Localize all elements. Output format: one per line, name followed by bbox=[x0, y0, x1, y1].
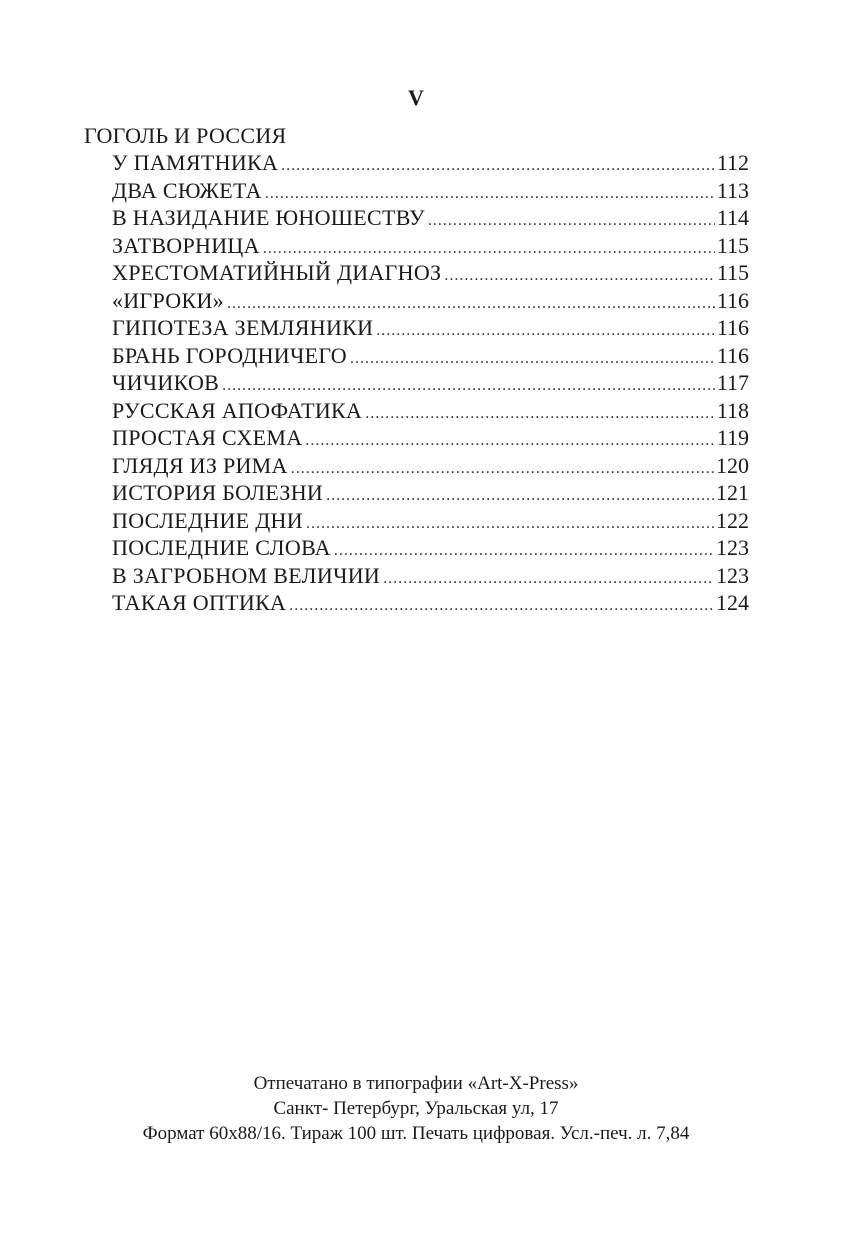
toc-entry-title: ТАКАЯ ОПТИКА bbox=[112, 590, 287, 615]
toc-dot-leader bbox=[291, 455, 714, 480]
toc-entry-page: 123 bbox=[716, 562, 749, 588]
toc-entry-title: ЧИЧИКОВ bbox=[112, 370, 220, 395]
toc-entry-page: 117 bbox=[716, 370, 749, 395]
toc-entry-page: 122 bbox=[716, 507, 749, 533]
imprint-address: Санкт- Петербург, Уральская ул, 17 bbox=[273, 1098, 559, 1119]
toc-entry-title: ГЛЯДЯ ИЗ РИМА bbox=[112, 452, 288, 478]
toc-entry-title: У ПАМЯТНИКА bbox=[112, 150, 279, 175]
toc-entry-title: РУССКАЯ АПОФАТИКА bbox=[112, 397, 363, 423]
toc-entry-page: 120 bbox=[716, 452, 749, 478]
toc-dot-leader bbox=[326, 482, 714, 507]
toc-entry bbox=[112, 259, 749, 287]
toc-entry-title: ПОСЛЕДНИЕ СЛОВА bbox=[112, 535, 331, 560]
toc-entry-title: В ЗАГРОБНОМ ВЕЛИЧИИ bbox=[112, 562, 381, 588]
toc-dot-leader bbox=[383, 565, 714, 590]
toc-entry bbox=[112, 204, 749, 232]
imprint-details: Формат 60х88/16. Тираж 100 шт. Печать цифровая. Усл.-печ. л. 7,84 bbox=[142, 1123, 690, 1144]
toc-entry-page: 118 bbox=[716, 397, 749, 423]
toc-entry-page: 116 bbox=[716, 287, 749, 313]
toc-entry-page: 113 bbox=[716, 177, 749, 203]
toc-dot-leader bbox=[263, 235, 715, 260]
toc-dot-leader bbox=[289, 592, 714, 617]
toc-entry-page: 114 bbox=[716, 205, 749, 230]
toc-entry-page: 116 bbox=[716, 342, 749, 368]
toc-entry-page: 121 bbox=[716, 480, 749, 505]
section-numeral: V bbox=[408, 85, 424, 110]
toc-dot-leader bbox=[306, 510, 714, 535]
toc-entry-title: ЗАТВОРНИЦА bbox=[112, 232, 260, 258]
toc-entry-title: БРАНЬ ГОРОДНИЧЕГО bbox=[112, 342, 347, 368]
toc-entry bbox=[112, 149, 749, 177]
toc-entry-title: ПРОСТАЯ СХЕМА bbox=[112, 425, 303, 450]
imprint bbox=[0, 1071, 832, 1146]
toc-entry-title: ГИПОТЕЗА ЗЕМЛЯНИКИ bbox=[112, 315, 374, 340]
toc-entry bbox=[112, 589, 749, 617]
toc-entry bbox=[112, 369, 749, 397]
toc-entry bbox=[112, 232, 749, 260]
toc-dot-leader bbox=[281, 152, 715, 177]
toc-entry bbox=[112, 314, 749, 342]
toc-entry bbox=[112, 507, 749, 535]
toc-dot-leader bbox=[444, 262, 714, 287]
toc-entry-page: 115 bbox=[716, 232, 749, 258]
part-title: ГОГОЛЬ И РОССИЯ bbox=[84, 123, 287, 148]
toc-entry-page: 124 bbox=[716, 590, 749, 615]
toc-entry-title: В НАЗИДАНИЕ ЮНОШЕСТВУ bbox=[112, 205, 425, 230]
toc-entry-page: 123 bbox=[716, 535, 749, 560]
toc-entry-title: ИСТОРИЯ БОЛЕЗНИ bbox=[112, 480, 324, 505]
toc-dot-leader bbox=[365, 400, 715, 425]
toc-entry bbox=[112, 177, 749, 205]
toc-dot-leader bbox=[227, 290, 715, 315]
toc-dot-leader bbox=[376, 317, 715, 342]
toc-entry bbox=[112, 562, 749, 590]
toc-entry-title: «ИГРОКИ» bbox=[112, 287, 224, 313]
toc-dot-leader bbox=[305, 427, 714, 452]
toc-entry-page: 112 bbox=[716, 150, 749, 175]
toc-entry-title: ХРЕСТОМАТИЙНЫЙ ДИАГНОЗ bbox=[112, 260, 442, 285]
toc-entry-page: 116 bbox=[716, 315, 749, 340]
toc-dot-leader bbox=[265, 180, 715, 205]
toc-dot-leader bbox=[350, 345, 715, 370]
toc-dot-leader bbox=[222, 372, 715, 397]
toc-entry-title: ДВА СЮЖЕТА bbox=[112, 177, 262, 203]
toc-entry-page: 115 bbox=[716, 260, 749, 285]
toc-entry bbox=[112, 452, 749, 480]
toc-entry bbox=[112, 287, 749, 315]
toc-entry-page: 119 bbox=[716, 425, 749, 450]
toc-entry bbox=[112, 424, 749, 452]
toc-entry-title: ПОСЛЕДНИЕ ДНИ bbox=[112, 507, 303, 533]
toc-dot-leader bbox=[428, 207, 715, 232]
toc-entry bbox=[112, 397, 749, 425]
toc-entry bbox=[112, 342, 749, 370]
imprint-printer: Отпечатано в типографии «Art-X-Press» bbox=[253, 1073, 579, 1094]
toc-entry bbox=[112, 534, 749, 562]
toc-dot-leader bbox=[334, 537, 714, 562]
toc-entry bbox=[112, 479, 749, 507]
table-of-contents bbox=[112, 149, 749, 617]
